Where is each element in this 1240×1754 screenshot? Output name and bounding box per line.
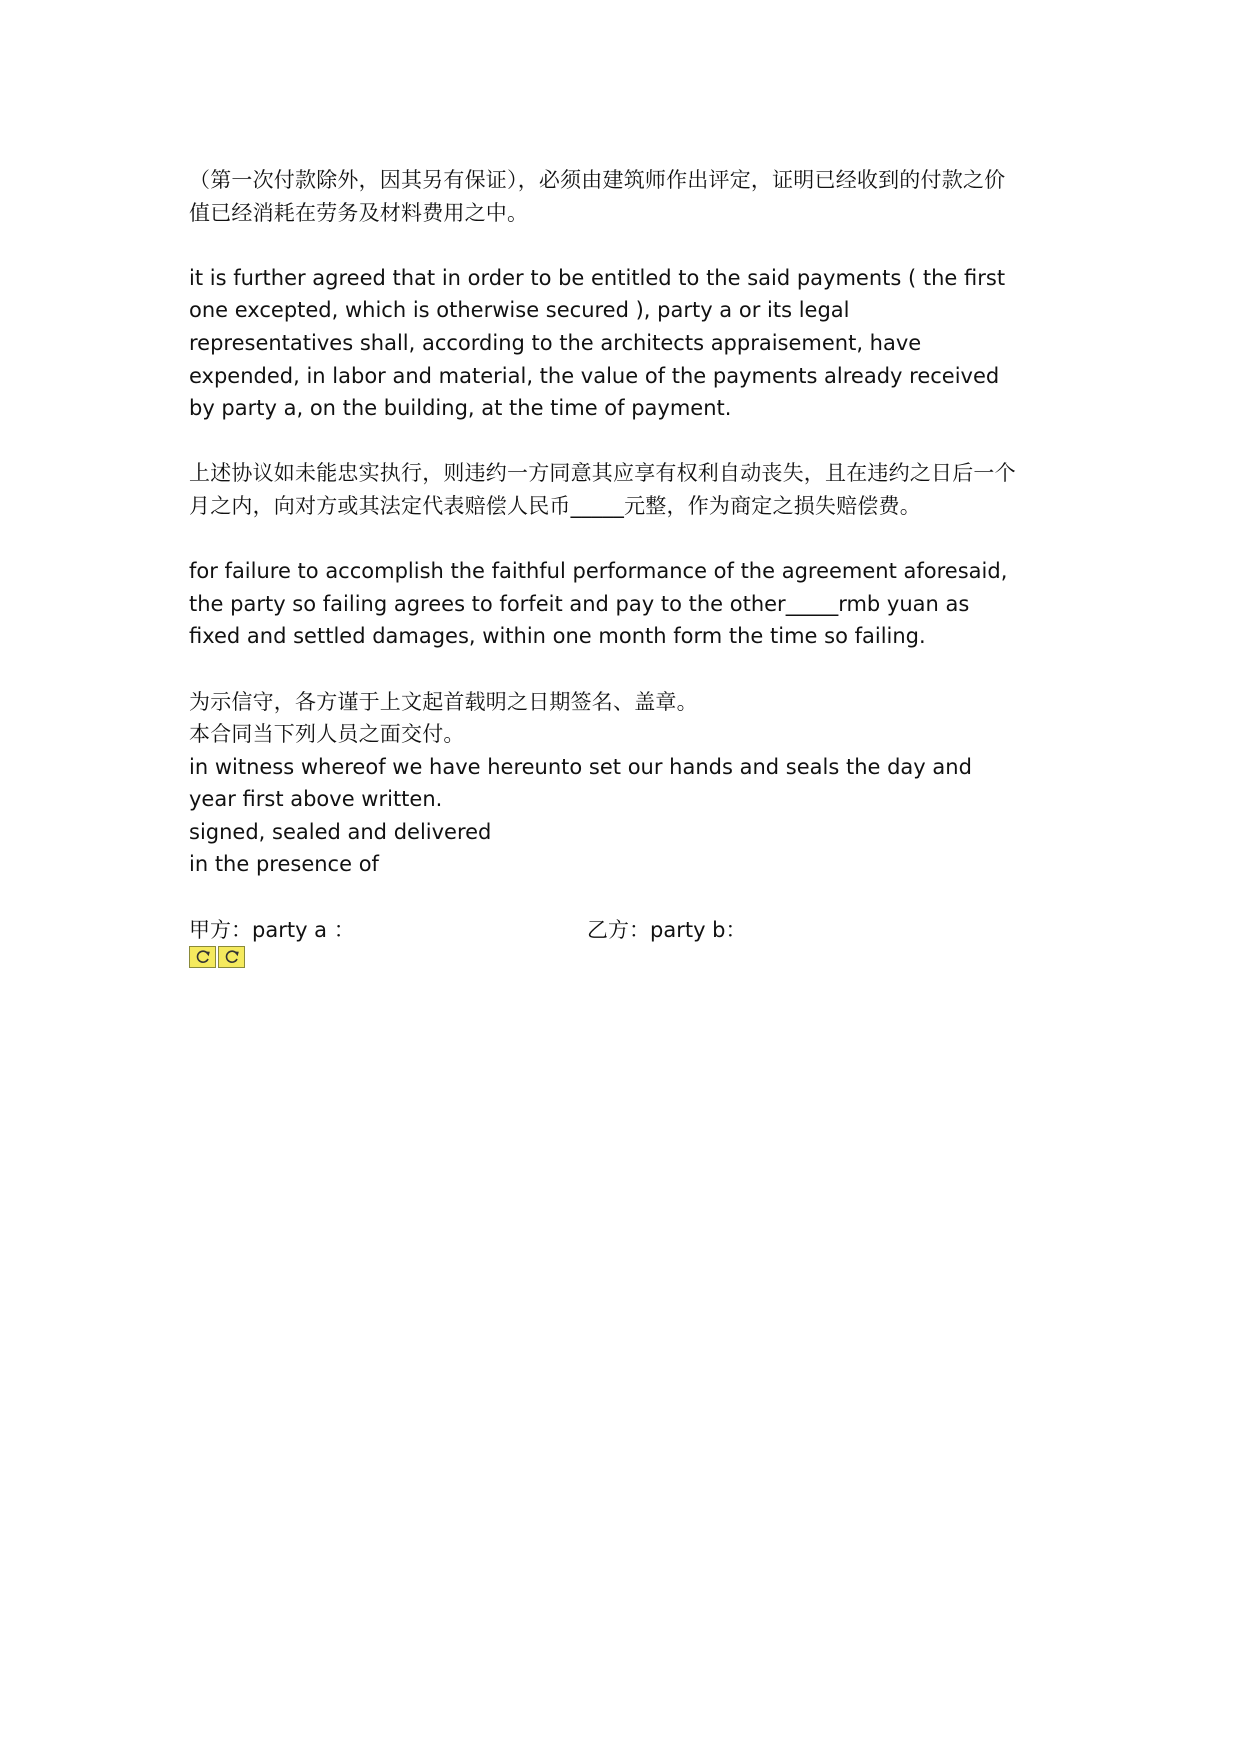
- text-line: representatives shall, according to the architects appraisement, have: [189, 330, 922, 355]
- text-line: in witness whereof we have hereunto set our hands and seals the day and: [189, 754, 972, 779]
- text-line: 上述协议如未能忠实执行，则违约一方同意其应享有权利自动丧失，且在违约之日后一个: [189, 461, 1016, 486]
- paragraph-gap: [189, 653, 1059, 686]
- document-page: [189, 164, 1059, 968]
- paragraph-zh-2: [189, 457, 1059, 522]
- text-line: in the presence of: [189, 852, 379, 877]
- text-line: 值已经消耗在劳务及材料费用之中。: [189, 200, 529, 225]
- text-line: one excepted, which is otherwise secured ), party a or its legal: [189, 298, 850, 323]
- paragraph-gap: [189, 881, 1059, 914]
- text-line: by party a, on the building, at the time of payment.: [189, 396, 732, 421]
- text-line: fixed and settled damages, within one month form the time so failing.: [189, 624, 926, 649]
- text-line: year first above written.: [189, 787, 443, 812]
- paragraph-en-1: [189, 262, 1059, 425]
- text-line: （第一次付款除外，因其另有保证），必须由建筑师作出评定，证明已经收到的付款之价: [189, 168, 1006, 192]
- paragraph-en-2: [189, 555, 1059, 653]
- paragraph-gap: [189, 425, 1059, 458]
- witness-clause: [189, 686, 1059, 882]
- text-line: 月之内，向对方或其法定代表赔偿人民币_____元整，作为商定之损失赔偿费。: [189, 493, 921, 518]
- paragraph-gap: [189, 523, 1059, 556]
- text-line: 本合同当下列人员之面交付。: [189, 722, 465, 747]
- text-line: 为示信守，各方谨于上文起首载明之日期签名、盖章。: [189, 689, 698, 714]
- paragraph-gap: [189, 229, 1059, 262]
- text-line: for failure to accomplish the faithful performance of the agreement aforesaid,: [189, 559, 1008, 584]
- refresh-icon[interactable]: [189, 946, 216, 968]
- icon-row: [189, 946, 1059, 968]
- text-line: signed, sealed and delivered: [189, 819, 492, 844]
- paragraph-zh-1: [189, 164, 1059, 229]
- text-line: it is further agreed that in order to be entitled to the said payments ( the first: [189, 265, 1006, 290]
- text-line: expended, in labor and material, the value of the payments already received: [189, 363, 1000, 388]
- refresh-icon[interactable]: [218, 946, 245, 968]
- party-a-label: 甲方：party a ：: [189, 917, 355, 942]
- signature-block: [189, 914, 1059, 947]
- text-line: the party so failing agrees to forfeit and pay to the other_____rmb yuan as: [189, 591, 970, 616]
- party-b-label: 乙方：party b：: [587, 917, 747, 942]
